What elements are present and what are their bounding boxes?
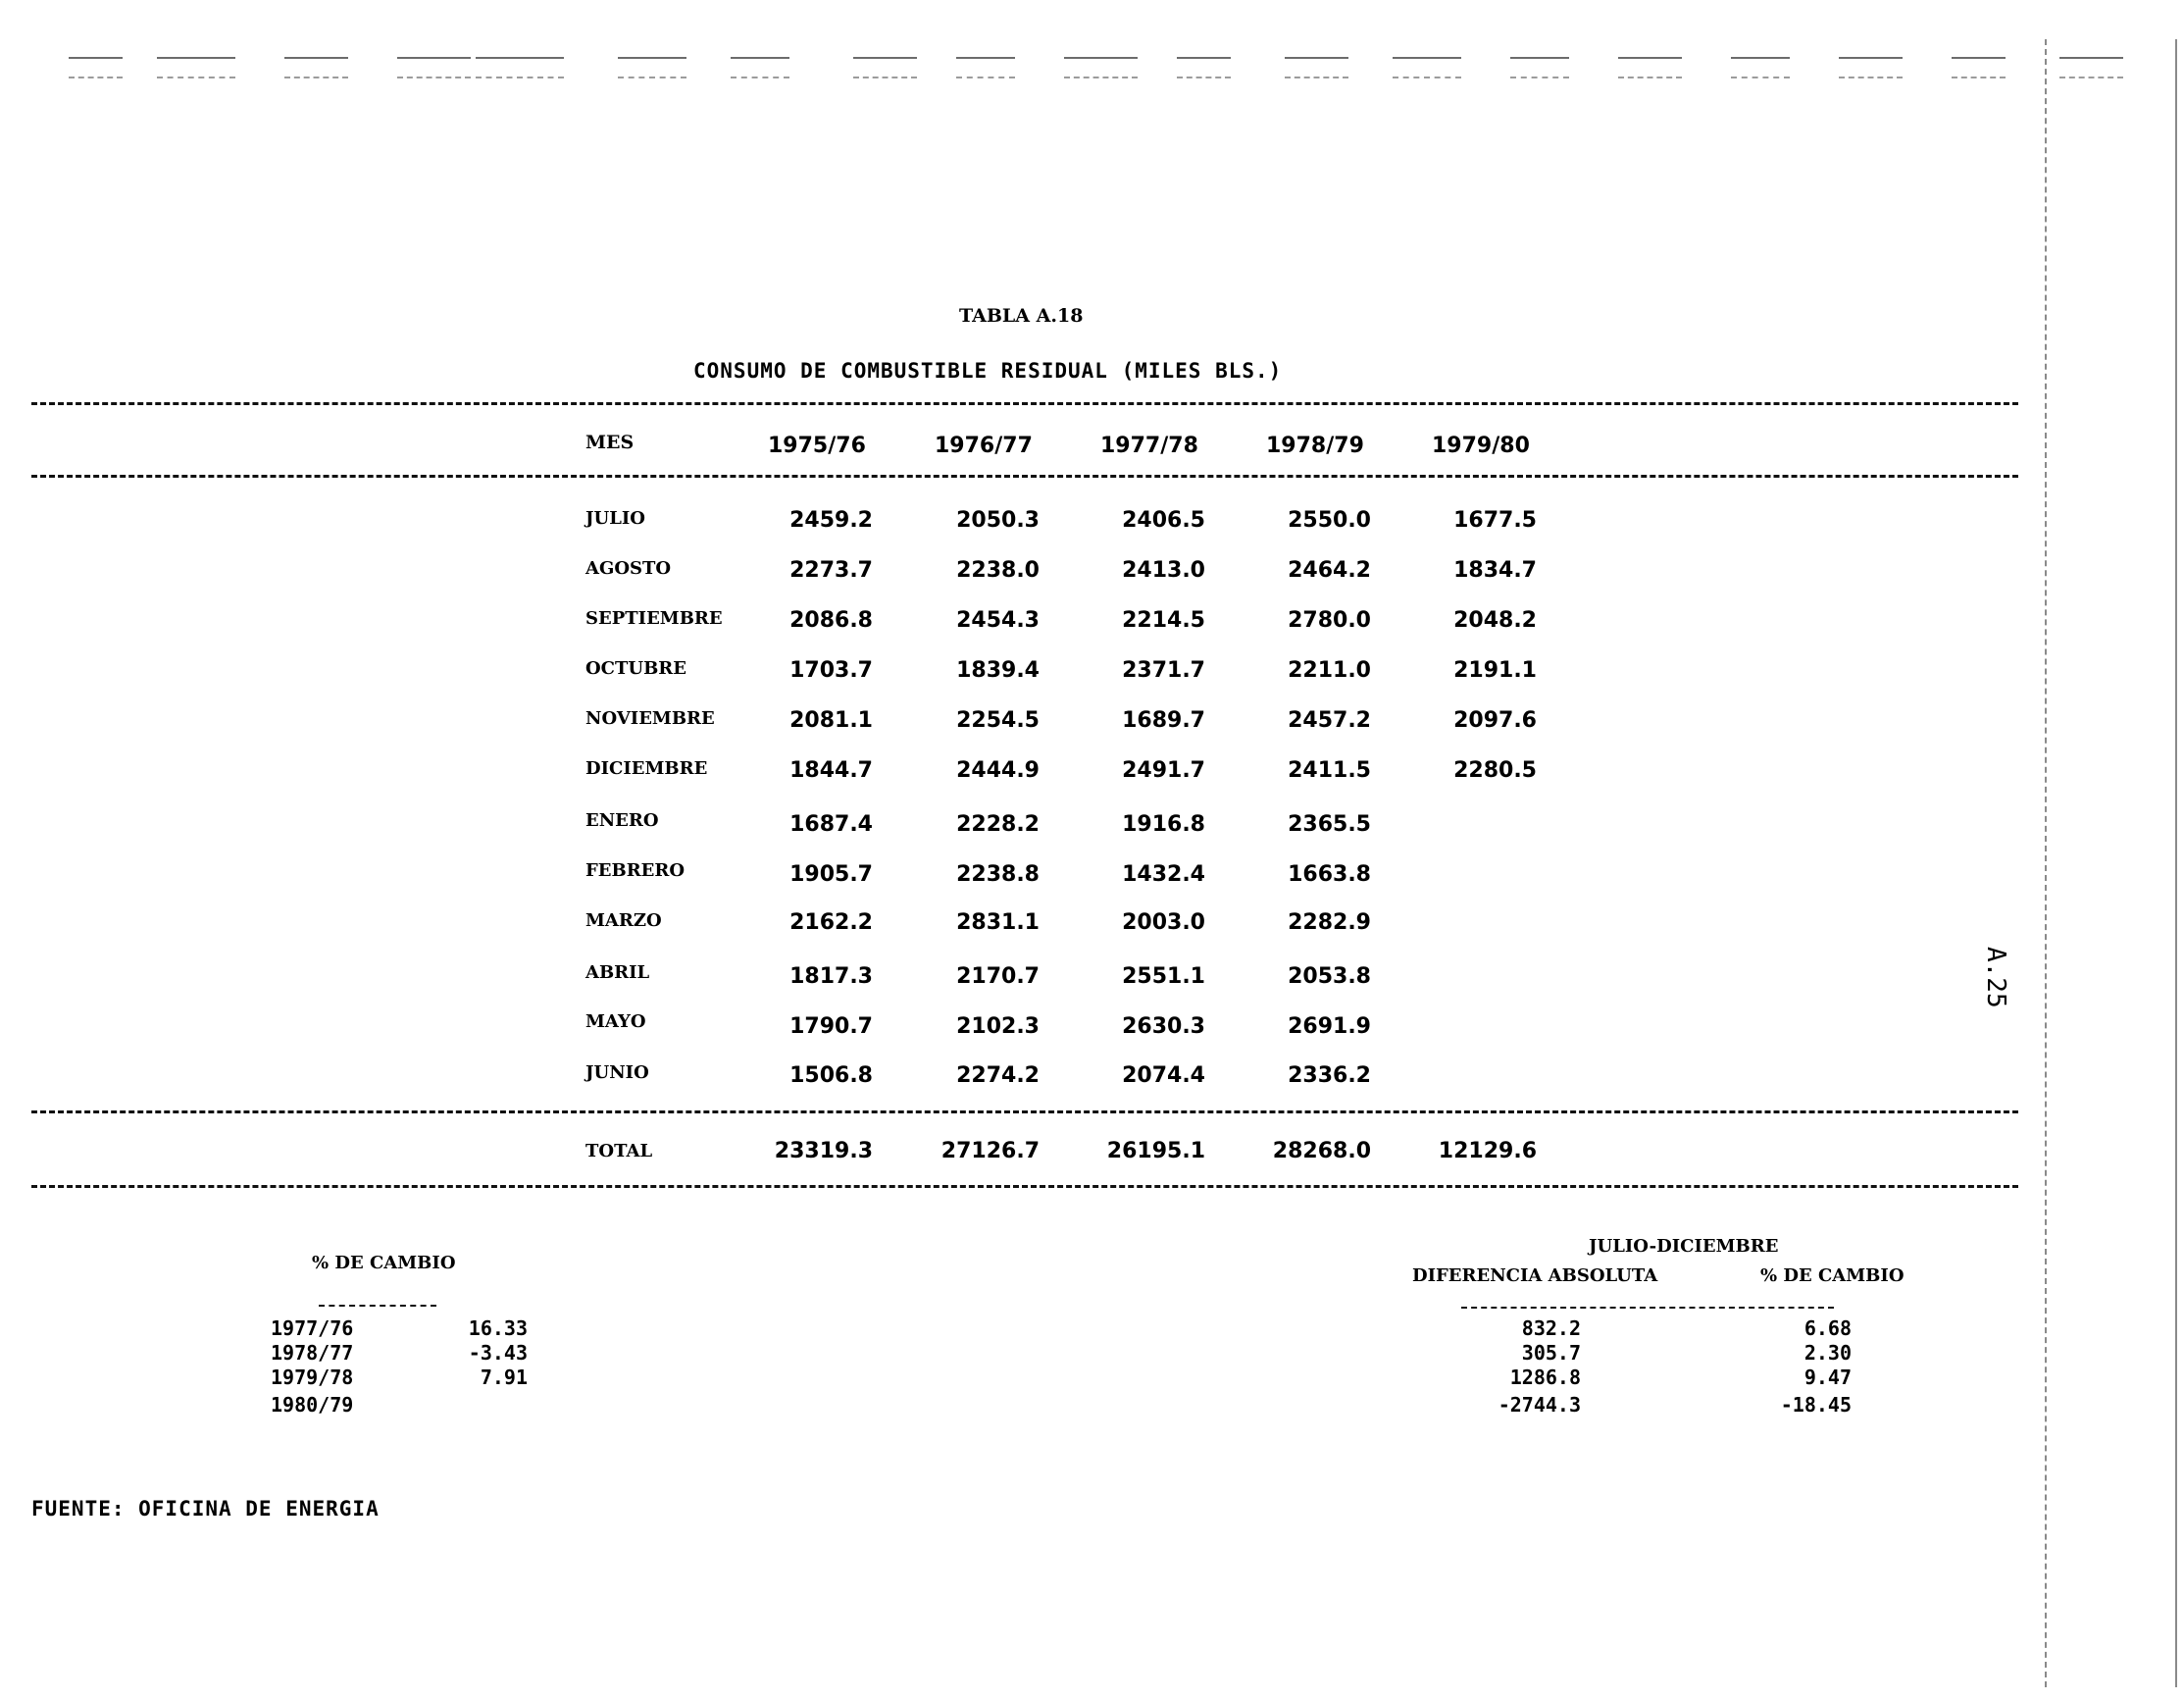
perforation-mark <box>731 57 789 78</box>
row-value: 2170.7 <box>956 964 1040 989</box>
row-month: DICIEMBRE <box>585 758 708 779</box>
row-value: 1839.4 <box>956 658 1040 683</box>
row-value: 2491.7 <box>1122 758 1205 783</box>
jul-dic-pct-value: 2.30 <box>1803 1341 1852 1365</box>
pct-change-title: % DE CAMBIO <box>312 1253 456 1273</box>
jul-dic-abs-header: DIFERENCIA ABSOLUTA <box>1412 1265 1658 1286</box>
row-value: 2102.3 <box>956 1014 1040 1039</box>
rule-body-bottom <box>31 1110 2018 1113</box>
row-value: 2630.3 <box>1122 1014 1205 1039</box>
jul-dic-pct-header: % DE CAMBIO <box>1760 1265 1905 1286</box>
perforation-mark <box>1618 57 1682 78</box>
perforation-mark <box>1839 57 1903 78</box>
perforation-mark <box>69 57 123 78</box>
source-note: FUENTE: OFICINA DE ENERGIA <box>31 1497 380 1521</box>
row-value: 2551.1 <box>1122 964 1205 989</box>
jul-dic-abs-value: 1286.8 <box>1509 1366 1581 1389</box>
row-value: 2413.0 <box>1122 558 1205 583</box>
pct-change-period: 1978/77 <box>271 1341 354 1365</box>
header-year: 1979/80 <box>1432 434 1530 458</box>
row-value: 1703.7 <box>789 658 873 683</box>
row-value: 2238.8 <box>956 862 1040 887</box>
total-label: TOTAL <box>585 1141 653 1161</box>
row-month: SEPTIEMBRE <box>585 608 723 629</box>
row-value: 2457.2 <box>1288 708 1371 733</box>
perforation-mark <box>1177 57 1231 78</box>
row-value: 2371.7 <box>1122 658 1205 683</box>
row-month: MARZO <box>585 910 662 931</box>
row-value: 1905.7 <box>789 862 873 887</box>
row-value: 2048.2 <box>1453 608 1537 633</box>
row-value: 1663.8 <box>1288 862 1371 887</box>
perforation-mark <box>1064 57 1138 78</box>
jul-dic-pct-value: -18.45 <box>1780 1393 1852 1417</box>
header-year: 1977/78 <box>1100 434 1198 458</box>
row-value: 2282.9 <box>1288 910 1371 935</box>
row-value: 1844.7 <box>789 758 873 783</box>
margin-guide-line <box>2045 39 2047 1687</box>
perforation-mark <box>618 57 686 78</box>
total-value: 27126.7 <box>940 1139 1040 1163</box>
row-value: 1817.3 <box>789 964 873 989</box>
row-value: 2550.0 <box>1288 508 1371 533</box>
row-month: JUNIO <box>585 1062 649 1083</box>
row-value: 2053.8 <box>1288 964 1371 989</box>
row-value: 1687.4 <box>789 812 873 837</box>
row-value: 2254.5 <box>956 708 1040 733</box>
jul-dic-title: JULIO-DICIEMBRE <box>1589 1236 1779 1257</box>
row-value: 1677.5 <box>1453 508 1537 533</box>
jul-dic-abs-value: 832.2 <box>1521 1316 1581 1340</box>
pct-change-value: -3.43 <box>468 1341 528 1365</box>
row-value: 1689.7 <box>1122 708 1205 733</box>
jul-dic-rule <box>1461 1307 1834 1309</box>
total-value: 26195.1 <box>1106 1139 1205 1163</box>
row-value: 2214.5 <box>1122 608 1205 633</box>
row-month: ENERO <box>585 810 659 831</box>
row-month: FEBRERO <box>585 860 686 881</box>
perforation-mark <box>1393 57 1461 78</box>
row-value: 2074.4 <box>1122 1063 1205 1088</box>
total-value: 23319.3 <box>774 1139 873 1163</box>
row-value: 2211.0 <box>1288 658 1371 683</box>
row-value: 2464.2 <box>1288 558 1371 583</box>
header-year: 1978/79 <box>1266 434 1364 458</box>
row-value: 2444.9 <box>956 758 1040 783</box>
pct-change-rule <box>319 1305 436 1307</box>
header-month: MES <box>585 432 635 453</box>
jul-dic-abs-value: 305.7 <box>1521 1341 1581 1365</box>
perforation-mark <box>1952 57 2006 78</box>
row-value: 1506.8 <box>789 1063 873 1088</box>
rule-top <box>31 402 2018 405</box>
pct-change-period: 1979/78 <box>271 1366 354 1389</box>
table-label: TABLA A.18 <box>959 305 1084 327</box>
page-number: A.25 <box>1981 947 2010 1008</box>
perforation-mark <box>853 57 917 78</box>
perforation-mark <box>1731 57 1790 78</box>
row-month: JULIO <box>585 508 645 529</box>
row-value: 1916.8 <box>1122 812 1205 837</box>
jul-dic-pct-value: 6.68 <box>1803 1316 1852 1340</box>
row-value: 2274.2 <box>956 1063 1040 1088</box>
jul-dic-abs-value: -2744.3 <box>1498 1393 1581 1417</box>
row-value: 2086.8 <box>789 608 873 633</box>
row-value: 2228.2 <box>956 812 1040 837</box>
table-title: CONSUMO DE COMBUSTIBLE RESIDUAL (MILES BLS.) <box>693 359 1283 383</box>
rule-total-bottom <box>31 1185 2018 1188</box>
row-value: 1790.7 <box>789 1014 873 1039</box>
jul-dic-pct-value: 9.47 <box>1803 1366 1852 1389</box>
row-value: 2459.2 <box>789 508 873 533</box>
row-value: 2454.3 <box>956 608 1040 633</box>
row-month: NOVIEMBRE <box>585 708 715 729</box>
row-month: ABRIL <box>585 962 650 983</box>
row-value: 2691.9 <box>1288 1014 1371 1039</box>
pct-change-value: 7.91 <box>480 1366 528 1389</box>
margin-guide-line <box>2175 39 2177 1687</box>
perforation-mark <box>397 57 471 78</box>
perforation-mark <box>2059 57 2123 78</box>
pct-change-value: 16.33 <box>468 1316 528 1340</box>
row-value: 1834.7 <box>1453 558 1537 583</box>
row-value: 2365.5 <box>1288 812 1371 837</box>
row-value: 2273.7 <box>789 558 873 583</box>
row-value: 2097.6 <box>1453 708 1537 733</box>
header-year: 1976/77 <box>935 434 1033 458</box>
row-value: 2406.5 <box>1122 508 1205 533</box>
row-value: 2050.3 <box>956 508 1040 533</box>
row-value: 2411.5 <box>1288 758 1371 783</box>
row-value: 2003.0 <box>1122 910 1205 935</box>
row-value: 1432.4 <box>1122 862 1205 887</box>
row-value: 2191.1 <box>1453 658 1537 683</box>
pct-change-period: 1977/76 <box>271 1316 354 1340</box>
row-value: 2238.0 <box>956 558 1040 583</box>
row-value: 2081.1 <box>789 708 873 733</box>
perforation-mark <box>476 57 564 78</box>
total-value: 28268.0 <box>1272 1139 1371 1163</box>
row-value: 2280.5 <box>1453 758 1537 783</box>
perforation-mark <box>284 57 348 78</box>
header-year: 1975/76 <box>768 434 866 458</box>
perforation-mark <box>157 57 235 78</box>
row-value: 2336.2 <box>1288 1063 1371 1088</box>
row-month: AGOSTO <box>585 558 672 579</box>
perforation-mark <box>956 57 1015 78</box>
row-value: 2831.1 <box>956 910 1040 935</box>
pct-change-period: 1980/79 <box>271 1393 354 1417</box>
total-value: 12129.6 <box>1438 1139 1537 1163</box>
row-value: 2780.0 <box>1288 608 1371 633</box>
row-month: OCTUBRE <box>585 658 686 679</box>
row-value: 2162.2 <box>789 910 873 935</box>
perforation-mark <box>1510 57 1569 78</box>
rule-header-bottom <box>31 475 2018 478</box>
perforation-mark <box>1285 57 1348 78</box>
row-month: MAYO <box>585 1011 646 1032</box>
